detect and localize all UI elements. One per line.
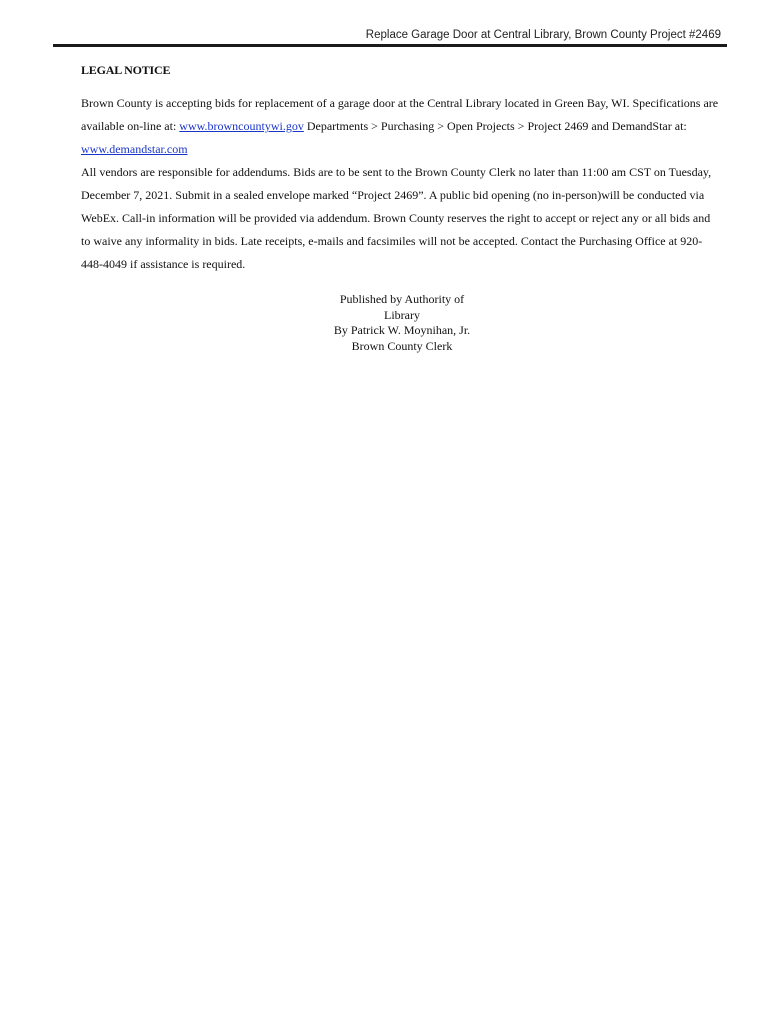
notice-paragraph-2: All vendors are responsible for addendums. Bids are to be sent to the Brown County Clerk no later than 11:00 am CST on Tuesday, December 7, 2021. Submit in a sealed envelope marked “Project 2469”. A public bid opening (no in-person)will be conducted via WebEx. Call-in information will be provided via addendum. Brown County reserves the right to accept or reject any or all bids and to waive any informality in bids. Late receipts, e-mails and facsimiles will not be accepted. Contact the Purchasing Office at 920-448-4049 if assistance is required. [81,165,712,271]
notice-paragraph-1-text-b: Departments > Purchasing > Open Projects > Project 2469 and DemandStar at: [303,119,687,133]
demandstar-link[interactable]: www.demandstar.com [81,142,188,156]
running-header: Replace Garage Door at Central Library, Brown County Project #2469 [365,29,721,41]
signature-line-authority: Published by Authority of [339,292,465,306]
notice-paragraph-1 [81,92,721,161]
notice-paragraph-1-text-a: Brown County is accepting bids for replacement of a garage door at the Central Library located in Green Bay, WI. Specifications are available on-line at: [81,96,719,133]
signature-line-name: By Patrick W. Moynihan, Jr. [333,323,471,337]
notice-heading: LEGAL NOTICE [81,63,171,77]
notice-body [81,63,721,276]
signature-block [300,292,504,354]
header-rule [53,44,727,47]
signature-line-library: Library [384,307,420,322]
browncounty-link[interactable]: www.browncountywi.gov [179,119,304,133]
signature-line-title: Brown County Clerk [351,338,453,353]
